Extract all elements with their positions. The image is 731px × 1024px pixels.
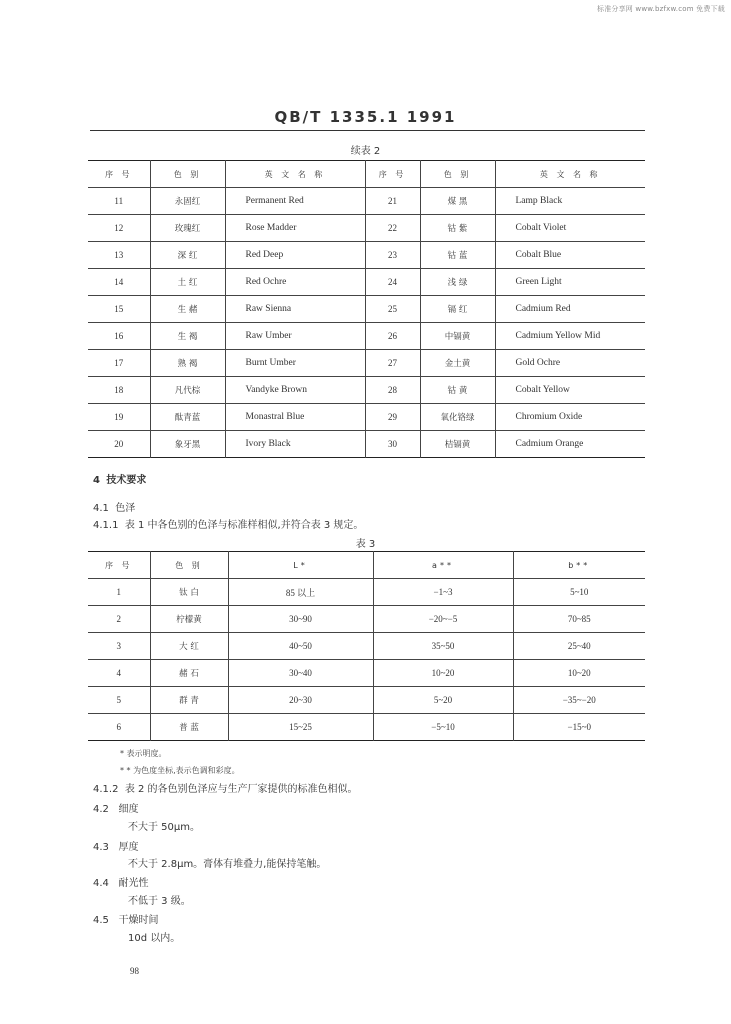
t2-header-no: 序 号: [88, 161, 150, 188]
cell-no: 28: [365, 377, 420, 404]
cell-no: 12: [88, 215, 150, 242]
watermark: 标准分享网 www.bzfxw.com 免费下载: [597, 5, 725, 13]
cell-color: 生 褐: [150, 323, 225, 350]
cell-b: 25~40: [513, 633, 645, 660]
t2-header-color: 色 别: [420, 161, 495, 188]
section-4-num: 4: [93, 475, 100, 486]
cell-color: 钛 白: [150, 579, 228, 606]
section-4-4-num: 4.4: [93, 878, 109, 889]
cell-no: 16: [88, 323, 150, 350]
section-4-5-num: 4.5: [93, 915, 109, 926]
table2-caption: 续表 2: [350, 146, 381, 157]
table-row: [88, 714, 645, 741]
cell-L: 15~25: [228, 714, 373, 741]
cell-no: 25: [365, 296, 420, 323]
header-rule: [90, 130, 645, 131]
cell-L: 20~30: [228, 687, 373, 714]
cell-color: 群 青: [150, 687, 228, 714]
section-4-3-title: 厚度: [118, 842, 139, 853]
cell-L: 30~90: [228, 606, 373, 633]
t2-header-english: 英 文 名 称: [225, 161, 365, 188]
cell-english: Cadmium Orange: [515, 439, 584, 449]
cell-color: 煤 黑: [420, 188, 495, 215]
cell-no: 5: [88, 687, 150, 714]
cell-b: 5~10: [513, 579, 645, 606]
cell-no: 22: [365, 215, 420, 242]
section-4-2-body: 不大于 50μm。: [128, 822, 201, 833]
cell-no: 27: [365, 350, 420, 377]
cell-no: 26: [365, 323, 420, 350]
note-2: * * 为色度坐标,表示色调和彩度。: [120, 766, 240, 775]
section-4-2-title: 细度: [118, 804, 139, 815]
table-row: [88, 242, 645, 269]
cell-color: 浅 绿: [420, 269, 495, 296]
table-row: [88, 606, 645, 633]
cell-no: 21: [365, 188, 420, 215]
cell-color: 氧化铬绿: [420, 404, 495, 431]
cell-no: 3: [88, 633, 150, 660]
cell-color: 生 赭: [150, 296, 225, 323]
table-row: [88, 296, 645, 323]
cell-b: 10~20: [513, 660, 645, 687]
section-4-1-title: 色泽: [115, 503, 136, 514]
cell-color: 象牙黑: [150, 431, 225, 458]
table2-body: [88, 188, 645, 458]
cell-no: 19: [88, 404, 150, 431]
cell-no: 20: [88, 431, 150, 458]
t3-header-b: b**: [513, 552, 645, 579]
section-4-1-num: 4.1: [93, 503, 109, 514]
cell-color: 钴 蓝: [420, 242, 495, 269]
cell-L: 85 以上: [228, 579, 373, 606]
cell-english: Monastral Blue: [225, 404, 365, 431]
cell-color: 中镉黄: [420, 323, 495, 350]
cell-english: Lamp Black: [495, 188, 645, 215]
t3-header-color: 色 别: [150, 552, 228, 579]
cell-no: 15: [88, 296, 150, 323]
table3: [88, 551, 645, 741]
cell-no: 11: [88, 188, 150, 215]
cell-english: Vandyke Brown: [225, 377, 365, 404]
cell-no: 13: [88, 242, 150, 269]
cell-b: 70~85: [513, 606, 645, 633]
section-4-1-1-text: 表 1 中各色别的色泽与标准样相似,并符合表 3 规定。: [124, 520, 364, 531]
table-row: [88, 687, 645, 714]
cell-no: 6: [88, 714, 150, 741]
cell-no: 29: [365, 404, 420, 431]
cell-english: Gold Ochre: [495, 350, 645, 377]
cell-english: Green Light: [495, 269, 645, 296]
cell-english: Cobalt Violet: [495, 215, 645, 242]
cell-a: 35~50: [373, 633, 513, 660]
table-row: [88, 431, 645, 458]
section-4-3-heading: [93, 838, 138, 853]
section-4-4-heading: [93, 874, 148, 889]
cell-color: 钴 紫: [420, 215, 495, 242]
t2-header-color: 色 别: [150, 161, 225, 188]
t3-header-no: 序 号: [88, 552, 150, 579]
cell-no: 18: [88, 377, 150, 404]
table3-caption: 表 3: [355, 539, 376, 550]
cell-english: Raw Sienna: [225, 296, 365, 323]
section-4-3-body: 不大于 2.8μm。膏体有堆叠力,能保持笔触。: [128, 859, 327, 870]
table3-body: [88, 579, 645, 741]
cell-L: 40~50: [228, 633, 373, 660]
cell-color: 赭 石: [150, 660, 228, 687]
section-4-title: 技术要求: [106, 475, 147, 486]
table-row: [88, 660, 645, 687]
cell-no: 30: [365, 431, 420, 458]
table-row: [88, 350, 645, 377]
cell-no: 17: [88, 350, 150, 377]
section-4-1-2-num: 4.1.2: [93, 784, 119, 795]
cell-color: 土 红: [150, 269, 225, 296]
section-4-heading: [93, 471, 146, 486]
cell-color: 酞青蓝: [150, 404, 225, 431]
t2-header-no: 序 号: [365, 161, 420, 188]
cell-no: 2: [88, 606, 150, 633]
cell-english: Raw Umber: [225, 323, 365, 350]
cell-no: 4: [88, 660, 150, 687]
document-header: QB/T 1335.1 1991: [274, 108, 457, 126]
cell-color: 深 红: [150, 242, 225, 269]
cell-color: 普 蓝: [150, 714, 228, 741]
section-4-2-num: 4.2: [93, 804, 109, 815]
cell-no: 24: [365, 269, 420, 296]
cell-color: 桔镉黄: [420, 431, 495, 458]
section-4-4-title: 耐光性: [118, 878, 149, 889]
t3-header-L: L*: [228, 552, 373, 579]
table-row: [88, 269, 645, 296]
cell-english: Cobalt Blue: [495, 242, 645, 269]
cell-english: Chromium Oxide: [495, 404, 645, 431]
cell-english: Ivory Black: [225, 431, 365, 458]
table-row: [88, 404, 645, 431]
section-4-5-title: 干燥时间: [118, 915, 159, 926]
cell-no: 1: [88, 579, 150, 606]
cell-color: 金土黄: [420, 350, 495, 377]
cell-english: Cadmium Red: [495, 296, 645, 323]
cell-a: 5~20: [373, 687, 513, 714]
cell-color: 熟 褐: [150, 350, 225, 377]
cell-color: 镉 红: [420, 296, 495, 323]
note-1: * 表示明度。: [120, 749, 167, 758]
cell-color: 凡代棕: [150, 377, 225, 404]
cell-b: −15~0: [567, 722, 591, 732]
table-row: [88, 188, 645, 215]
cell-no: 14: [88, 269, 150, 296]
section-4-5-body: 10d 以内。: [128, 933, 181, 944]
section-4-1-1-num: 4.1.1: [93, 520, 119, 531]
cell-a: −20~−5: [373, 606, 513, 633]
cell-color: 柠檬黄: [150, 606, 228, 633]
section-4-1-2: [93, 780, 358, 795]
cell-english: Red Ochre: [225, 269, 365, 296]
cell-english: Cadmium Yellow Mid: [495, 323, 645, 350]
cell-color: 大 红: [150, 633, 228, 660]
cell-color: 玫瑰红: [150, 215, 225, 242]
t2-header-english: 英 文 名 称: [495, 161, 645, 188]
table2: [88, 160, 645, 458]
section-4-1-1: [93, 516, 363, 531]
table-row: [88, 323, 645, 350]
section-4-3-num: 4.3: [93, 842, 109, 853]
cell-no: 23: [365, 242, 420, 269]
page-number: 98: [130, 966, 139, 976]
cell-english: Burnt Umber: [225, 350, 365, 377]
section-4-5-heading: [93, 911, 158, 926]
section-4-1-heading: [93, 499, 135, 514]
cell-a: 10~20: [373, 660, 513, 687]
cell-english: Cobalt Yellow: [495, 377, 645, 404]
cell-english: Permanent Red: [225, 188, 365, 215]
cell-a: −5~10: [373, 714, 513, 741]
table-row: [88, 633, 645, 660]
section-4-4-body: 不低于 3 级。: [128, 896, 191, 907]
cell-color: 永固红: [150, 188, 225, 215]
cell-color: 钴 黄: [420, 377, 495, 404]
cell-english: Rose Madder: [225, 215, 365, 242]
cell-a: −1~3: [373, 579, 513, 606]
table-row: [88, 579, 645, 606]
section-4-2-heading: [93, 800, 138, 815]
cell-b: −35~−20: [513, 687, 645, 714]
cell-english: Red Deep: [225, 242, 365, 269]
table-row: [88, 377, 645, 404]
t3-header-a: a**: [373, 552, 513, 579]
cell-L: 30~40: [228, 660, 373, 687]
table-row: [88, 215, 645, 242]
section-4-1-2-text: 表 2 的各色别色泽应与生产厂家提供的标准色相似。: [124, 784, 358, 795]
